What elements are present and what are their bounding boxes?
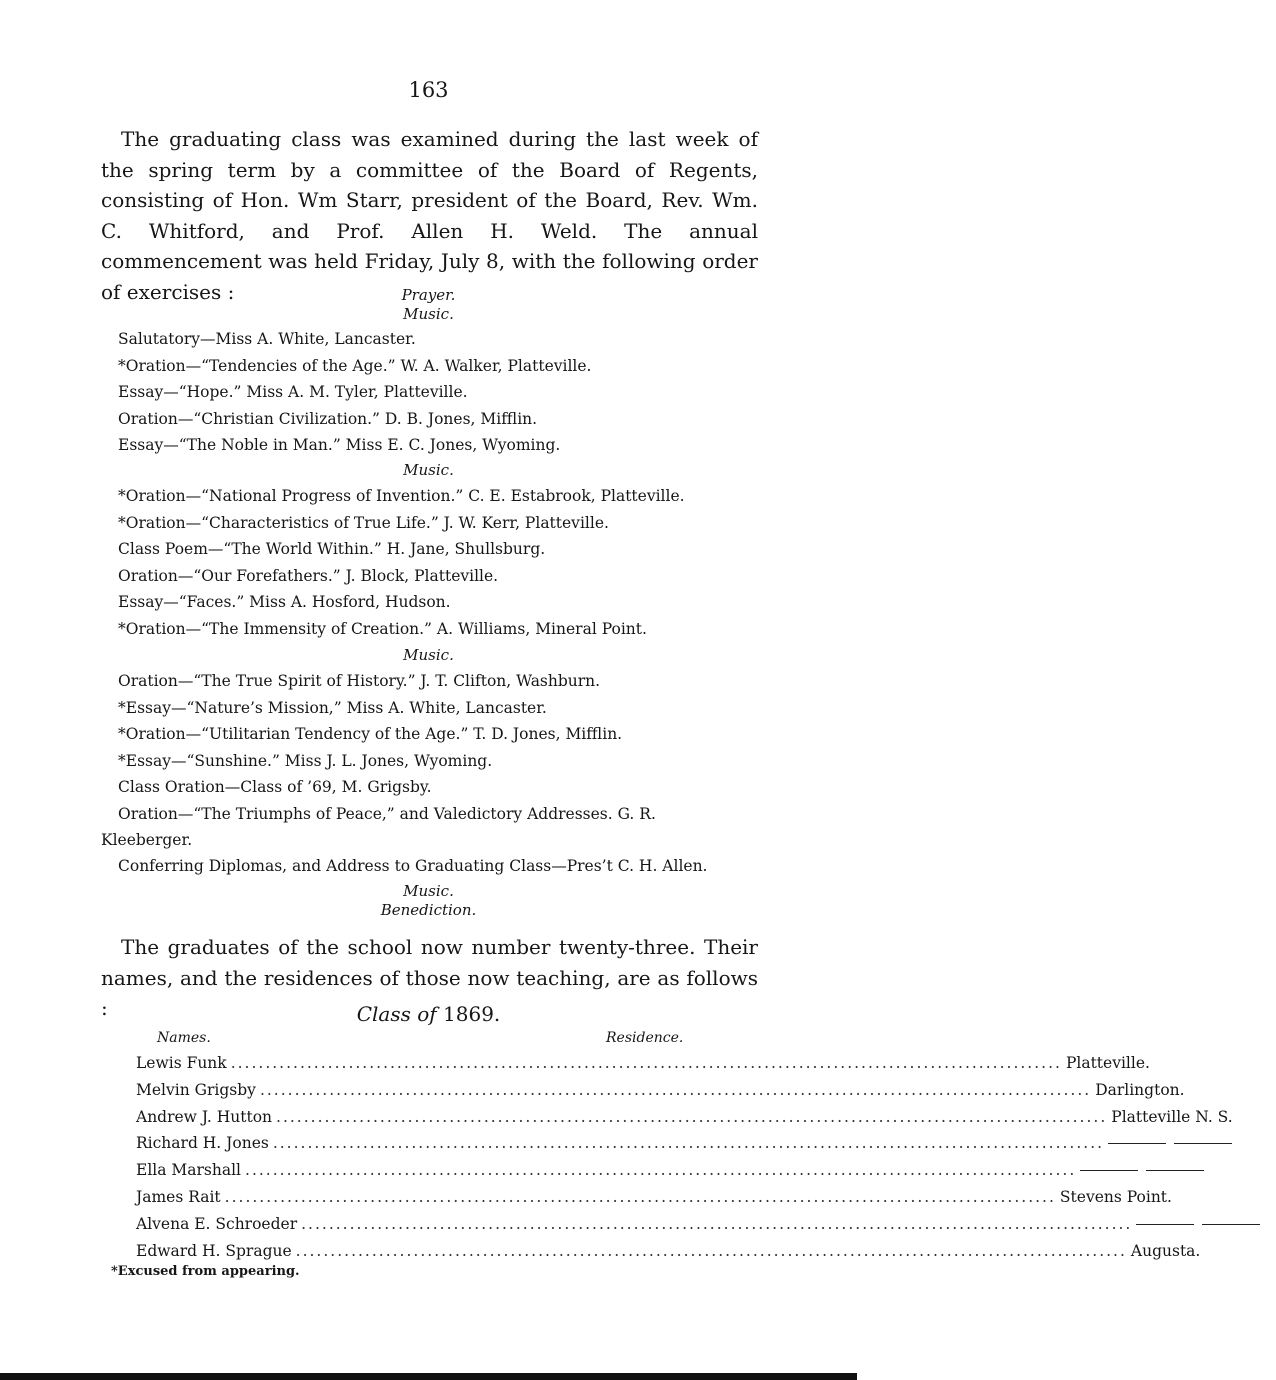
program-line: Oration—“Our Forefathers.” J. Block, Platteville. bbox=[118, 566, 499, 585]
graduate-residence: Stevens Point. bbox=[1059, 1188, 1172, 1206]
roster-row bbox=[136, 1188, 1172, 1210]
program-line: *Essay—“Nature’s Mission,” Miss A. White, Lancaster. bbox=[118, 698, 547, 717]
program-line: Oration—“Christian Civilization.” D. B. Jones, Mifflin. bbox=[118, 409, 538, 428]
program-line: Oration—“The True Spirit of History.” J. T. Clifton, Washburn. bbox=[118, 672, 601, 690]
program-continuation: Kleeberger. bbox=[101, 831, 193, 849]
blank-residence-line bbox=[1202, 1224, 1260, 1225]
graduate-residence: Platteville. bbox=[1065, 1054, 1150, 1072]
graduate-name: Richard H. Jones bbox=[136, 1134, 269, 1153]
roster-row bbox=[136, 1241, 1201, 1264]
program-line: Class Oration—Class of ’69, M. Grigsby. bbox=[118, 778, 432, 796]
residence-header: Residence. bbox=[606, 1030, 684, 1046]
leader-dots: ........................................................................................................................ bbox=[295, 1241, 1127, 1260]
leader-dots: ........................................................................................................................ bbox=[224, 1188, 1056, 1206]
graduate-name: Melvin Grigsby bbox=[136, 1080, 256, 1099]
program-line: *Oration—“The Immensity of Creation.” A. Williams, Mineral Point. bbox=[118, 619, 647, 638]
blank-residence-line bbox=[1080, 1170, 1138, 1171]
graduate-name: Ella Marshall bbox=[136, 1161, 242, 1180]
leader-dots: ........................................................................................................................ bbox=[301, 1214, 1133, 1233]
page-number: 163 bbox=[408, 78, 449, 102]
leader-dots: ........................................................................................................................ bbox=[259, 1080, 1092, 1099]
program-conferring: Conferring Diplomas, and Address to Graduating Class—Pres’t C. H. Allen. bbox=[118, 857, 708, 875]
program-line: Salutatory—Miss A. White, Lancaster. bbox=[118, 330, 416, 348]
class-title-prefix: Class of bbox=[356, 1002, 437, 1026]
class-title bbox=[0, 1002, 857, 1026]
roster-row bbox=[136, 1080, 1185, 1103]
graduate-residence bbox=[1136, 1215, 1276, 1233]
program-line: *Oration—“Characteristics of True Life.” J. W. Kerr, Platteville. bbox=[118, 513, 609, 532]
program-line: Oration—“The Triumphs of Peace,” and Valedictory Addresses. G. R. bbox=[118, 804, 656, 823]
program-music-4: Music. bbox=[403, 882, 454, 900]
graduate-name: Alvena E. Schroeder bbox=[136, 1214, 298, 1233]
graduate-residence bbox=[1080, 1161, 1220, 1179]
blank-residence-line bbox=[1136, 1224, 1194, 1225]
blank-residence-line bbox=[1174, 1143, 1232, 1144]
leader-dots: ........................................................................................................................ bbox=[272, 1134, 1105, 1153]
program-line: Class Poem—“The World Within.” H. Jane, Shullsburg. bbox=[118, 540, 546, 558]
names-header: Names. bbox=[157, 1030, 211, 1046]
program-line: *Oration—“Utilitarian Tendency of the Age.” T. D. Jones, Mifflin. bbox=[118, 725, 623, 743]
roster-row bbox=[136, 1054, 1150, 1076]
program-line: *Oration—“National Progress of Invention.” C. E. Estabrook, Platteville. bbox=[118, 487, 685, 505]
leader-dots: ........................................................................................................................ bbox=[230, 1054, 1062, 1072]
graduate-name: Edward H. Sprague bbox=[136, 1241, 292, 1260]
program-line: *Oration—“Tendencies of the Age.” W. A. Walker, Platteville. bbox=[118, 356, 592, 375]
graduate-residence: Platteville N. S. bbox=[1111, 1107, 1233, 1126]
graduate-name: James Rait bbox=[136, 1188, 221, 1206]
program-music-1: Music. bbox=[403, 305, 454, 323]
program-benediction: Benediction. bbox=[380, 901, 477, 919]
graduate-name: Andrew J. Hutton bbox=[136, 1107, 273, 1126]
program-line: Essay—“The Noble in Man.” Miss E. C. Jones, Wyoming. bbox=[118, 436, 561, 454]
program-line: *Essay—“Sunshine.” Miss J. L. Jones, Wyoming. bbox=[118, 751, 493, 770]
program-line: Essay—“Hope.” Miss A. M. Tyler, Platteville. bbox=[118, 383, 468, 401]
program-music-2: Music. bbox=[403, 461, 454, 479]
leader-dots: ........................................................................................................................ bbox=[245, 1161, 1077, 1180]
blank-residence-line bbox=[1146, 1170, 1204, 1171]
roster-row bbox=[136, 1161, 1077, 1183]
program-music-3: Music. bbox=[403, 646, 454, 664]
program-prayer: Prayer. bbox=[401, 286, 456, 304]
roster-row bbox=[136, 1214, 1133, 1237]
graduate-residence bbox=[1108, 1134, 1248, 1152]
roster-row bbox=[136, 1134, 1105, 1156]
graduate-residence: Augusta. bbox=[1130, 1241, 1201, 1260]
page-bottom-rule bbox=[0, 1373, 857, 1380]
class-title-year: 1869. bbox=[443, 1002, 501, 1026]
graduate-name: Lewis Funk bbox=[136, 1054, 227, 1072]
roster-row bbox=[136, 1107, 1233, 1130]
leader-dots: ........................................................................................................................ bbox=[276, 1107, 1108, 1126]
graduates-paragraph: The graduates of the school now number twenty-three. Their names, and the residences of those now teaching, are as follows : bbox=[101, 935, 758, 1020]
intro-paragraph: The graduating class was examined during the last week of the spring term by a committee of the Board of Regents, consisting of Hon. Wm Starr, president of the Board, Rev. Wm. C. Whitford, and Prof. Allen H. Weld. The annual commencement was held Friday, July 8, with the following order of exercises : bbox=[101, 127, 758, 304]
footnote: *Excused from appearing. bbox=[111, 1264, 300, 1279]
blank-residence-line bbox=[1108, 1143, 1166, 1144]
program-line: Essay—“Faces.” Miss A. Hosford, Hudson. bbox=[118, 593, 451, 611]
graduate-residence: Darlington. bbox=[1095, 1080, 1185, 1099]
